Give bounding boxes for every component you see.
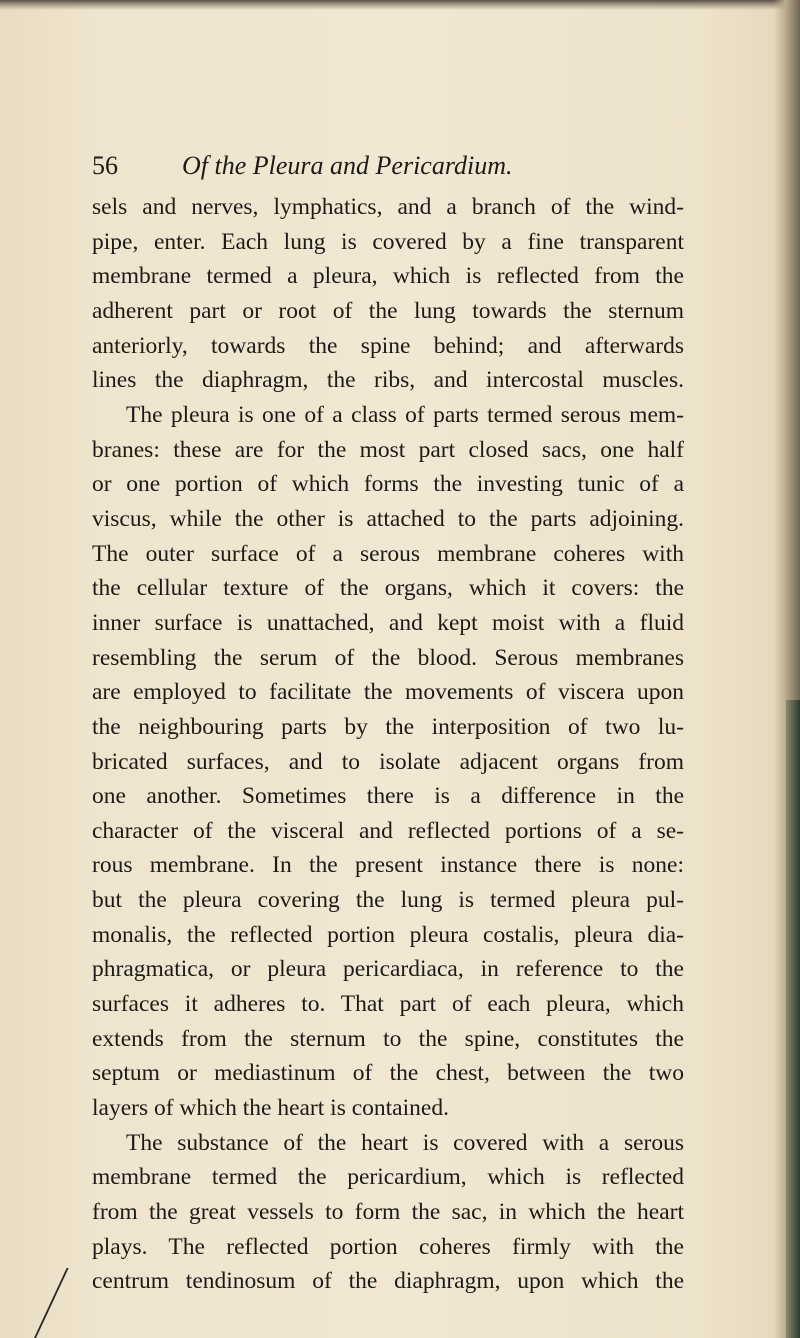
text-line: centrum tendinosum of the diaphragm, upon which the xyxy=(92,1268,684,1295)
body-text xyxy=(92,190,684,1299)
paragraph-2 xyxy=(92,398,684,1126)
text-line: branes: these are for the most part closed sacs, one half xyxy=(92,436,684,463)
text-line: sels and nerves, lymphatics, and a branch of the wind- xyxy=(92,194,684,220)
text-line: bricated surfaces, and to isolate adjacent organs from xyxy=(92,748,684,775)
top-edge-shadow xyxy=(0,0,800,10)
text-line: the neighbouring parts by the interposition of two lu- xyxy=(92,713,684,740)
text-line: but the pleura covering the lung is termed pleura pul- xyxy=(92,887,684,914)
text-line: septum or mediastinum of the chest, between the two xyxy=(92,1060,684,1087)
title-part-2: Pericardium. xyxy=(375,151,513,180)
text-line: membrane termed the pericardium, which is reflected xyxy=(92,1164,684,1191)
text-line: membrane termed a pleura, which is reflected from the xyxy=(92,263,684,290)
text-line: one another. Sometimes there is a difference in the xyxy=(92,783,684,810)
text-line: are employed to facilitate the movements of viscera upon xyxy=(92,679,684,706)
text-line: The pleura is one of a class of parts termed serous mem- xyxy=(126,401,684,428)
text-line: The substance of the heart is covered with a serous xyxy=(126,1129,684,1156)
running-title xyxy=(182,148,513,184)
page-number: 56 xyxy=(92,151,118,180)
text-line: rous membrane. In the present instance there is none: xyxy=(92,852,684,879)
text-line: layers of which the heart is contained. xyxy=(92,1095,449,1122)
text-line: character of the visceral and reflected portions of a se- xyxy=(92,817,684,844)
text-line: plays. The reflected portion coheres firmly with the xyxy=(92,1233,684,1260)
running-header xyxy=(92,148,712,184)
title-part-1: Of the Pleura xyxy=(182,151,324,180)
text-line: or one portion of which forms the investing tunic of a xyxy=(92,471,684,498)
text-line: from the great vessels to form the sac, in which the heart xyxy=(92,1199,684,1226)
text-line: surfaces it adheres to. That part of each pleura, which xyxy=(92,991,684,1018)
text-line: pipe, enter. Each lung is covered by a fine transparent xyxy=(92,228,684,255)
text-line: monalis, the reflected portion pleura costalis, pleura dia- xyxy=(92,921,684,948)
text-line: viscus, while the other is attached to the parts adjoining. xyxy=(92,505,684,532)
paragraph-3 xyxy=(92,1126,684,1299)
paragraph-1 xyxy=(92,190,684,398)
text-line: phragmatica, or pleura pericardiaca, in reference to the xyxy=(92,956,684,983)
text-line: the cellular texture of the organs, which it covers: the xyxy=(92,575,684,602)
text-line: adherent part or root of the lung towards the sternum xyxy=(92,297,684,324)
text-line: lines the diaphragm, the ribs, and intercostal muscles. xyxy=(92,367,684,394)
text-line: The outer surface of a serous membrane coheres with xyxy=(92,540,684,567)
title-and: and xyxy=(330,151,370,180)
text-line: inner surface is unattached, and kept moist with a fluid xyxy=(92,609,684,636)
text-line: anteriorly, towards the spine behind; and afterwards xyxy=(92,332,684,359)
text-line: extends from the sternum to the spine, constitutes the xyxy=(92,1025,684,1052)
text-line: resembling the serum of the blood. Serous membranes xyxy=(92,644,684,671)
page-edge-dark xyxy=(786,700,800,1338)
